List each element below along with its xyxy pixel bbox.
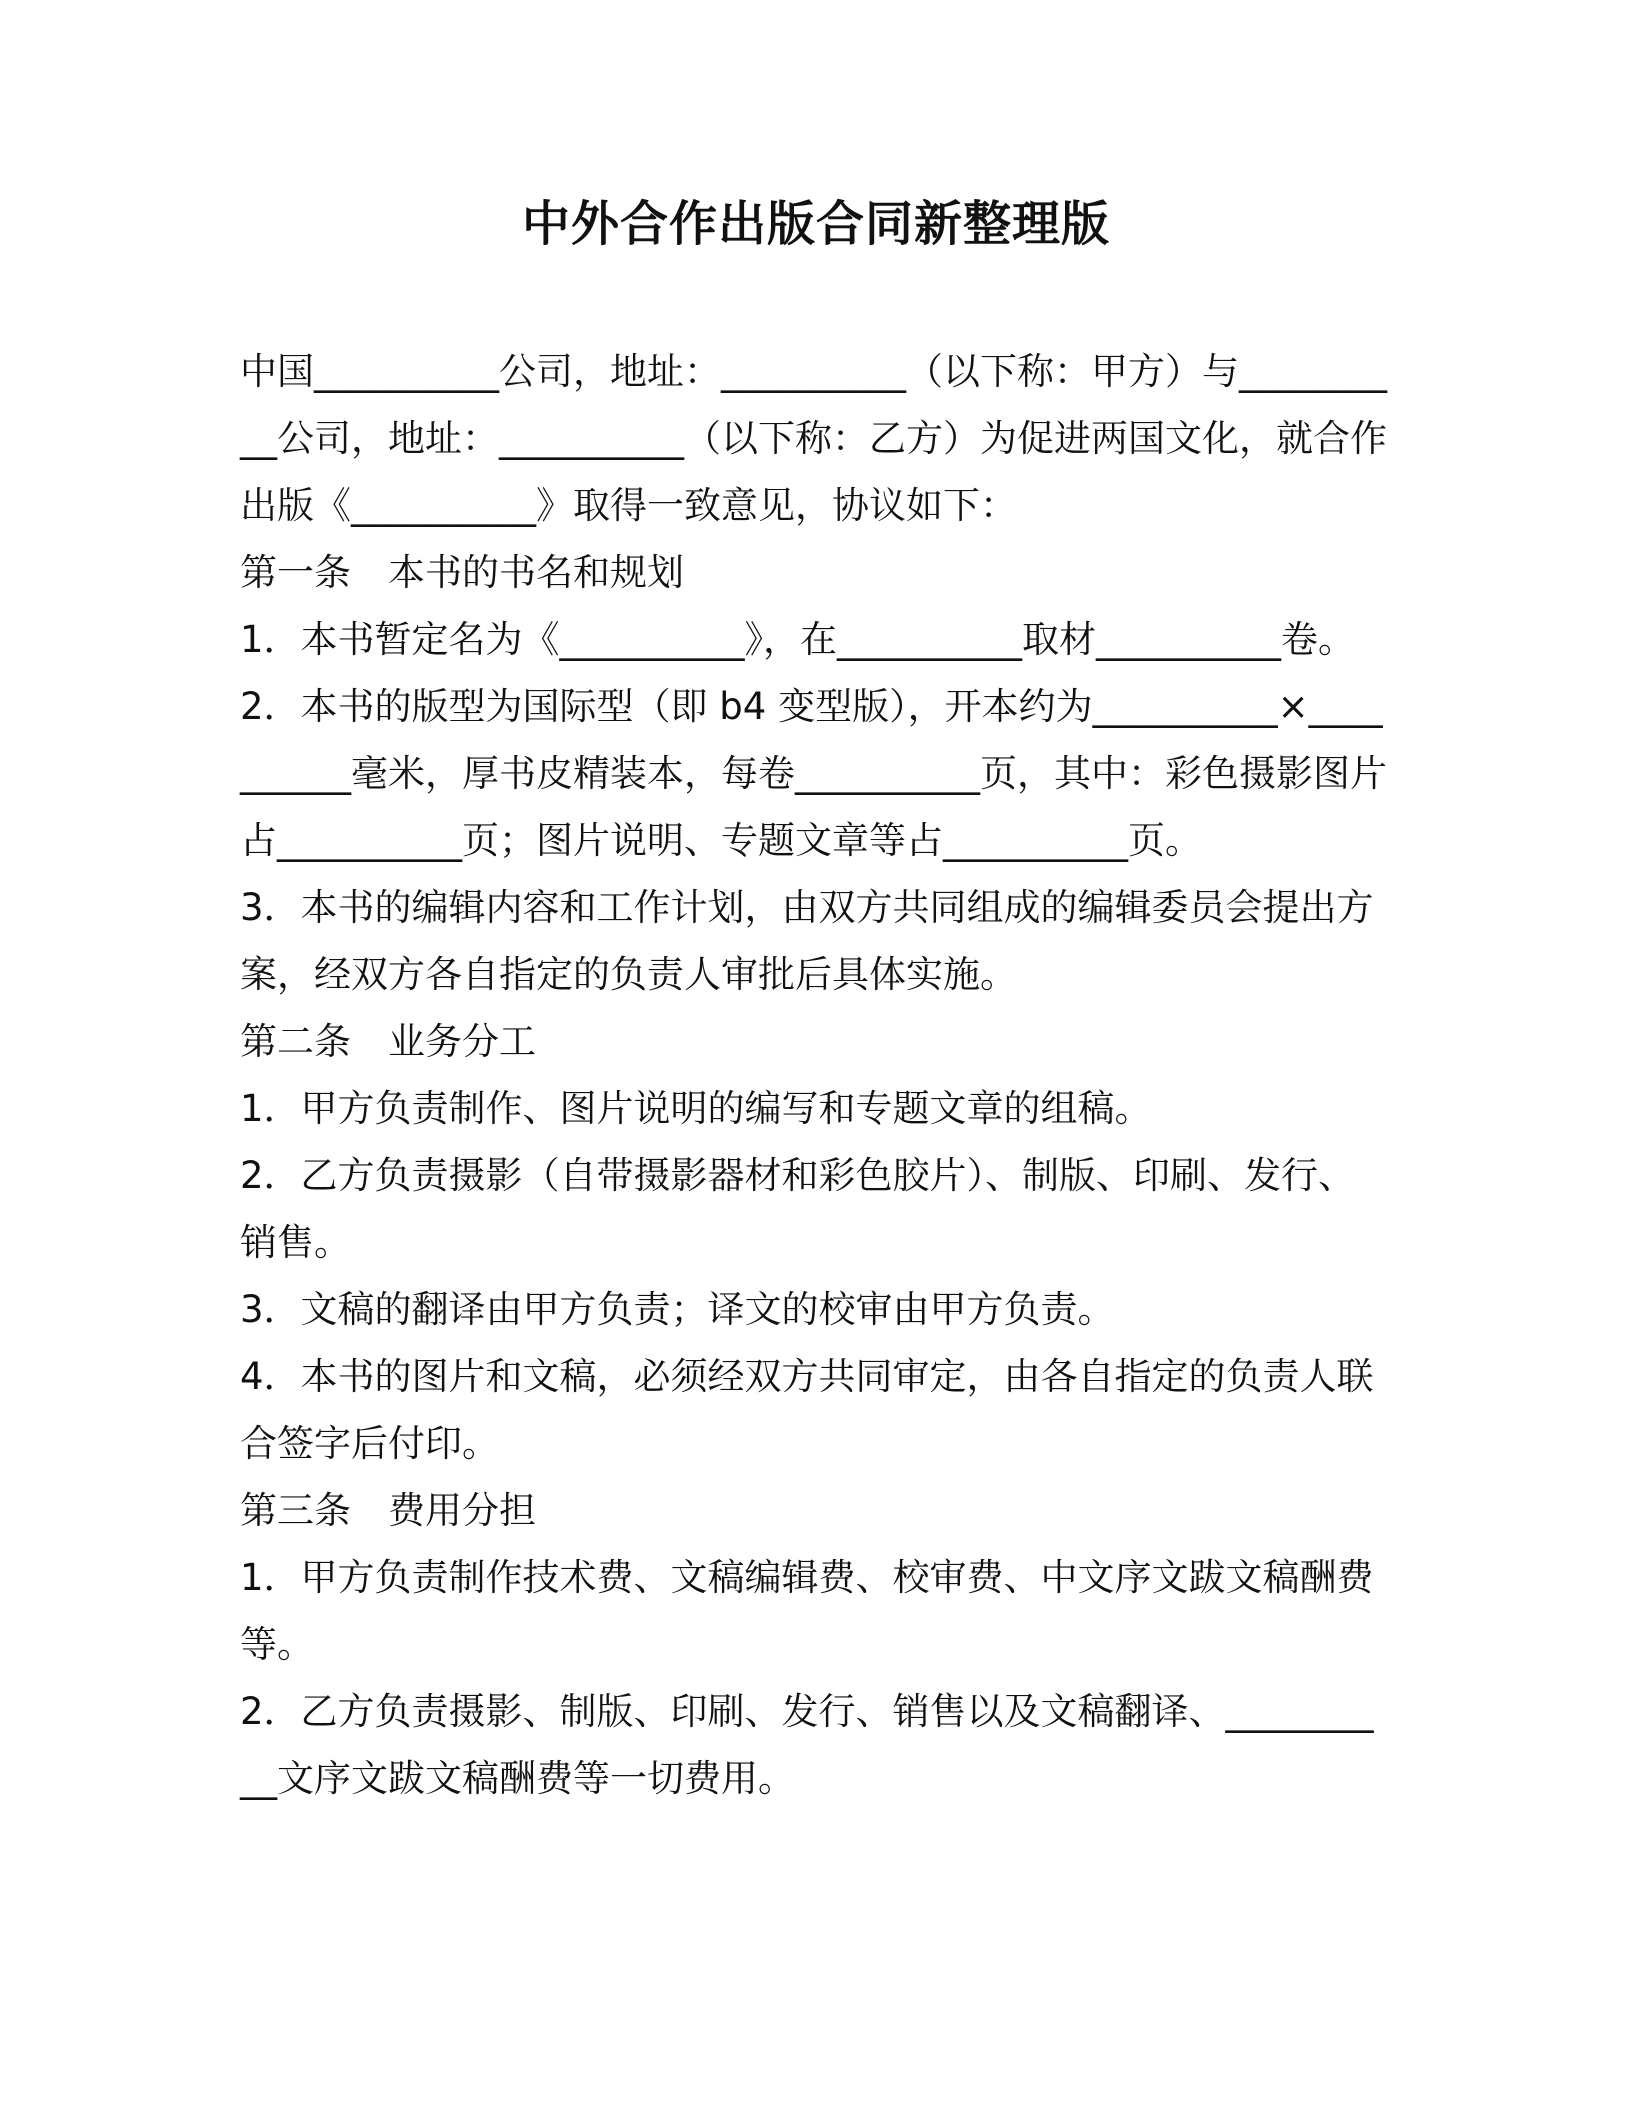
article-1-heading: 第一条 本书的书名和规划 xyxy=(240,551,684,594)
article-2-clause-2: 2．乙方负责摄影（自带摄影器材和彩色胶片）、制版、印刷、发行、销售。 xyxy=(240,1154,1356,1264)
article-3-heading: 第三条 费用分担 xyxy=(240,1489,536,1532)
article-1-clause-2: 2．本书的版型为国际型（即 b4 变型版），开本约为__________×__________毫米，厚书皮精装本，每卷__________页，其中：彩色摄影图片占__________页；图片说明、专题文章等占__________页。 xyxy=(240,685,1387,862)
document-title: 中外合作出版合同新整理版 xyxy=(521,196,1110,252)
intro-paragraph: 中国__________公司，地址：__________（以下称：甲方）与__________公司，地址：__________（以下称：乙方）为促进两国文化，就合作出版《__________》取得一致意见，协议如下： xyxy=(240,350,1387,527)
article-3-clause-1: 1．甲方负责制作技术费、文稿编辑费、校审费、中文序文跋文稿酬费等。 xyxy=(240,1556,1374,1666)
document-body xyxy=(240,338,1388,1812)
article-2-clause-1: 1．甲方负责制作、图片说明的编写和专题文章的组稿。 xyxy=(240,1087,1152,1130)
article-2-heading: 第二条 业务分工 xyxy=(240,1020,536,1063)
article-1-clause-3: 3．本书的编辑内容和工作计划，由双方共同组成的编辑委员会提出方案，经双方各自指定的负责人审批后具体实施。 xyxy=(240,886,1374,996)
article-2-clause-4: 4．本书的图片和文稿，必须经双方共同审定，由各自指定的负责人联合签字后付印。 xyxy=(240,1355,1374,1465)
article-2-clause-3: 3．文稿的翻译由甲方负责；译文的校审由甲方负责。 xyxy=(240,1288,1115,1331)
article-3-clause-2: 2．乙方负责摄影、制版、印刷、发行、销售以及文稿翻译、__________文序文跋文稿酬费等一切费用。 xyxy=(240,1690,1374,1800)
article-1-clause-1: 1．本书暂定名为《__________》，在__________取材__________卷。 xyxy=(240,618,1356,661)
